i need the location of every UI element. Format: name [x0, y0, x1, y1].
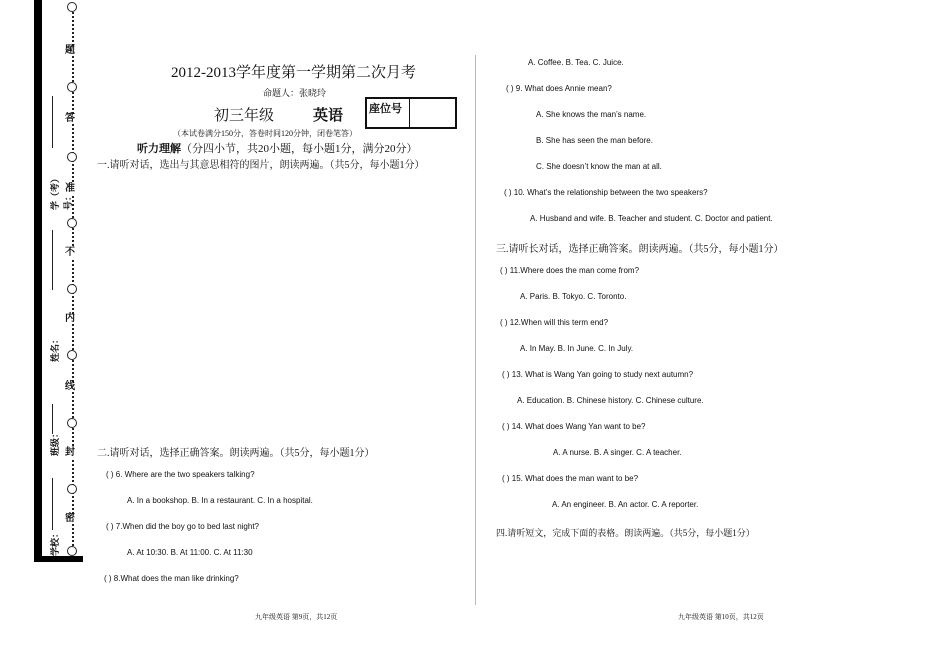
question-8-options: A. Coffee. B. Tea. C. Juice.	[528, 58, 624, 67]
seat-number-label: 座位号	[369, 103, 402, 115]
question-6: ( ) 6. Where are the two speakers talking?	[106, 470, 255, 479]
subject-label: 英语	[313, 108, 344, 124]
listening-heading-bold: 听力理解	[137, 143, 181, 155]
fill-line	[52, 230, 53, 290]
seal-circle	[67, 152, 77, 162]
footer-left-page: 九年级英语 第9页，共12页	[255, 613, 338, 621]
section-1-heading: 一.请听对话，选出与其意思相符的图片，朗读两遍。（共5分，每小题1分）	[97, 160, 425, 171]
question-11-options: A. Paris. B. Tokyo. C. Toronto.	[520, 292, 627, 301]
question-9-option-b: B. She has seen the man before.	[536, 136, 653, 145]
question-7: ( ) 7.When did the boy go to bed last night?	[106, 522, 259, 531]
student-id-label: 学（考）号：	[50, 178, 73, 210]
seal-circle	[67, 284, 77, 294]
question-12-options: A. In May. B. In June. C. In July.	[520, 344, 634, 353]
question-9: ( ) 9. What does Annie mean?	[506, 84, 612, 93]
seal-circle	[67, 350, 77, 360]
class-label: 班级：	[50, 428, 60, 456]
question-9-option-a: A. She knows the man’s name.	[536, 110, 647, 119]
question-14-options: A. A nurse. B. A singer. C. A teacher.	[553, 448, 682, 457]
seal-char: 答	[65, 113, 75, 124]
question-10: ( ) 10. What’s the relationship between the two speakers?	[504, 188, 708, 197]
seal-char: 线	[65, 381, 75, 392]
question-12: ( ) 12.When will this term end?	[500, 318, 609, 327]
question-13-options: A. Education. B. Chinese history. C. Chinese culture.	[517, 396, 704, 405]
question-6-options: A. In a bookshop. B. In a restaurant. C. In a hospital.	[127, 496, 313, 505]
section-4-heading: 四.请听短文，完成下面的表格。朗读两遍。（共5分，每小题1分）	[496, 528, 755, 538]
question-7-options: A. At 10:30. B. At 11:00. C. At 11:30	[127, 548, 253, 557]
school-label: 学校：	[50, 528, 60, 556]
question-15: ( ) 15. What does the man want to be?	[502, 474, 639, 483]
seal-circle	[67, 218, 77, 228]
seal-char: 不	[65, 247, 75, 258]
question-9-option-c: C. She doesn’t know the man at all.	[536, 162, 662, 171]
author-line: 命题人：张晓玲	[263, 88, 327, 98]
question-10-options: A. Husband and wife. B. Teacher and student. C. Doctor and patient.	[530, 214, 773, 223]
page-divider	[475, 55, 476, 605]
section-2-heading: 二.请听对话，选择正确答案。朗读两遍。（共5分，每小题1分）	[97, 448, 375, 459]
seal-circle	[67, 418, 77, 428]
seal-char: 内	[65, 313, 75, 324]
question-14: ( ) 14. What does Wang Yan want to be?	[502, 422, 646, 431]
seal-circle	[67, 546, 77, 556]
grade-label: 初三年级	[214, 108, 275, 124]
seal-char: 题	[65, 45, 75, 56]
question-11: ( ) 11.Where does the man come from?	[500, 266, 640, 275]
exam-title: 2012-2013学年度第一学期第二次月考	[171, 65, 416, 81]
exam-note: （本试卷满分150分，答卷时间120分钟，闭卷笔答）	[173, 129, 357, 138]
name-label: 姓名：	[50, 334, 60, 362]
seal-circle	[67, 82, 77, 92]
fill-line	[52, 96, 53, 148]
seal-char: 密	[65, 513, 75, 524]
section-3-heading: 三.请听长对话，选择正确答案。朗读两遍。（共5分，每小题1分）	[496, 244, 784, 255]
question-13: ( ) 13. What is Wang Yan going to study next autumn?	[502, 370, 694, 379]
fill-line	[52, 478, 53, 530]
seal-circle	[67, 484, 77, 494]
binding-strip-inner	[42, 0, 83, 556]
seal-circle	[67, 2, 77, 12]
seal-char: 准	[65, 183, 75, 194]
seat-box-divider	[409, 99, 410, 127]
seat-number-box	[365, 97, 457, 129]
listening-heading	[137, 140, 418, 156]
question-8: ( ) 8.What does the man like drinking?	[104, 574, 239, 583]
listening-heading-detail: （分四小节，共20小题，每小题1分，满分20分）	[181, 143, 418, 155]
binding-strip	[34, 0, 83, 562]
footer-right-page: 九年级英语 第10页，共12页	[678, 613, 764, 621]
seal-char: 封	[65, 447, 75, 458]
question-15-options: A. An engineer. B. An actor. C. A reporter.	[552, 500, 699, 509]
